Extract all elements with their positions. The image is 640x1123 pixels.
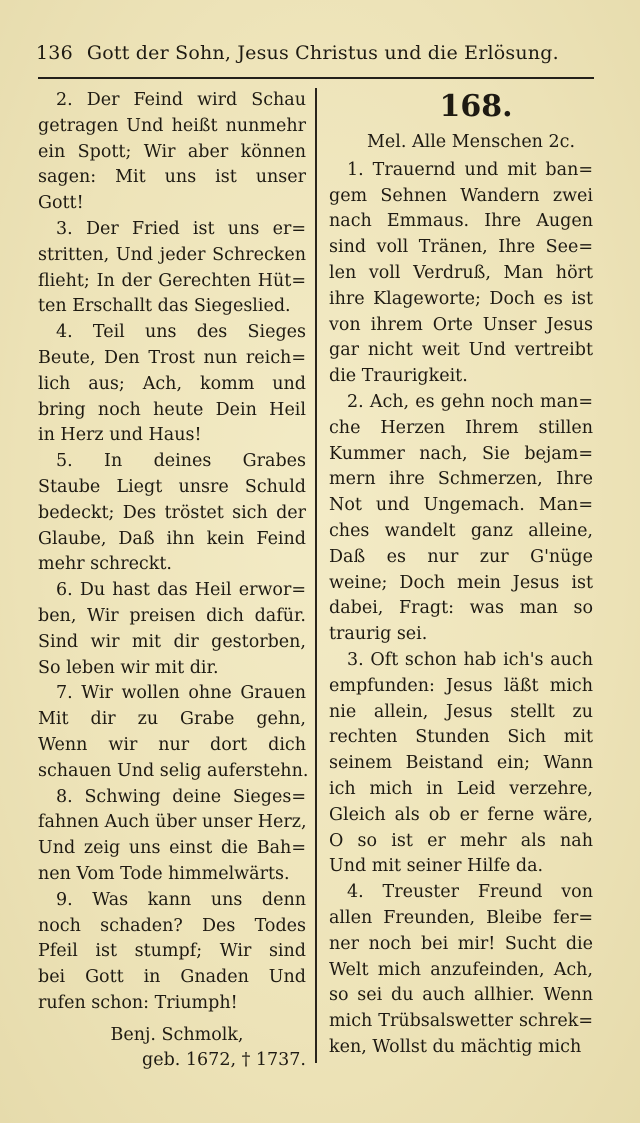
verse-line: nen Vom Tode himmelwärts.: [38, 863, 290, 884]
verse-line: mich Trübsalswetter schrek=: [329, 1011, 593, 1032]
verse-line: sind voll Tränen, Ihre See=: [329, 237, 593, 258]
verse-start-line: 1. Trauernd und mit ban=: [347, 159, 593, 180]
verse-line: gem Sehnen Wandern zwei: [329, 185, 593, 206]
verse-line: ten Erschallt das Siegeslied.: [38, 296, 291, 317]
verse-line: Und mit seiner Hilfe da.: [329, 856, 544, 877]
verse-start-line: 3. Oft schon hab ich's auch: [347, 649, 593, 670]
verse-line: weine; Doch mein Jesus ist: [329, 572, 593, 593]
verse-line: len voll Verdruß, Man hört: [329, 262, 593, 283]
verse-line: mern ihre Schmerzen, Ihre: [329, 469, 593, 490]
verse-line: Wenn wir nur dort dich: [38, 734, 306, 755]
verse-line: Mit dir zu Grabe gehn,: [38, 709, 306, 730]
verse-line: noch schaden? Des Todes: [38, 915, 306, 936]
verse-line: empfunden: Jesus läßt mich: [329, 675, 593, 696]
verse-line: traurig sei.: [329, 624, 428, 645]
verse-line: rechten Stunden Sich mit: [329, 727, 593, 748]
verse-line: dabei, Fragt: was man so: [329, 598, 593, 619]
verse-line: Gleich als ob er ferne wäre,: [329, 804, 593, 825]
verse-start-line: 7. Wir wollen ohne Grauen: [56, 683, 306, 704]
verse-line: Glaube, Daß ihn kein Feind: [38, 528, 306, 549]
running-head: [36, 42, 596, 64]
verse-line: von ihrem Orte Unser Jesus: [329, 314, 593, 335]
verse-start-line: 4. Treuster Freund von: [347, 882, 593, 903]
verse-line: gar nicht weit Und vertreibt: [329, 340, 593, 361]
verse-line: getragen Und heißt nunmehr: [38, 115, 306, 136]
verse-line: Beute, Den Trost nun reich=: [38, 347, 306, 368]
verse-line: Gott!: [38, 193, 84, 214]
hymn-number: 168.: [439, 89, 513, 124]
verse-line: ben, Wir preisen dich dafür.: [38, 605, 306, 626]
verse-start-line: 8. Schwing deine Sieges=: [56, 786, 306, 807]
verse-line: Staube Liegt unsre Schuld: [38, 476, 306, 497]
verse-start-line: 2. Der Feind wird Schau: [56, 90, 306, 110]
verse-line: seinem Beistand ein; Wann: [329, 753, 593, 774]
left-column: [38, 88, 309, 1074]
verse-line: in Herz und Haus!: [38, 425, 202, 446]
verse-line: Welt mich anzufeinden, Ach,: [329, 959, 593, 980]
verse-line: ner noch bei mir! Sucht die: [329, 933, 593, 954]
melody-line: Mel. Alle Menschen 2c.: [366, 132, 576, 152]
verse-line: Daß es nur zur G'nüge: [329, 546, 593, 567]
verse-start-line: 6. Du hast das Heil erwor=: [56, 580, 306, 601]
verse-line: ches wandelt ganz alleine,: [329, 520, 593, 541]
page-number: 136: [36, 42, 73, 64]
verse-line: allen Freunden, Bleibe fer=: [329, 907, 593, 928]
verse-line: nie allein, Jesus stellt zu: [329, 701, 593, 722]
verse-line: ein Spott; Wir aber können: [38, 141, 306, 162]
verse-line: Kummer nach, Sie bejam=: [329, 443, 593, 464]
verse-line: Not und Ungemach. Man=: [329, 495, 593, 516]
verse-start-line: 3. Der Fried ist uns er=: [56, 218, 306, 239]
verse-line: ihre Klageworte; Doch es ist: [329, 288, 593, 309]
verse-start-line: 2. Ach, es gehn noch man=: [347, 391, 593, 412]
verse-line: O so ist er mehr als nah: [329, 830, 593, 851]
running-title: Gott der Sohn, Jesus Christus und die Erlösung.: [86, 42, 559, 64]
verse-line: Sind wir mit dir gestorben,: [38, 631, 306, 652]
verse-line: bei Gott in Gnaden Und: [38, 967, 306, 988]
verse-line: schauen Und selig auferstehn.: [38, 760, 309, 781]
author-dates: geb. 1672, † 1737.: [142, 1050, 306, 1071]
verse-line: ich mich in Leid verzehre,: [329, 778, 593, 799]
verse-line: mehr schreckt.: [38, 554, 172, 575]
verse-line: flieht; In der Gerechten Hüt=: [38, 270, 306, 291]
verse-line: bedeckt; Des tröstet sich der: [38, 502, 306, 523]
column-divider: [315, 88, 317, 1063]
verse-line: stritten, Und jeder Schrecken: [38, 244, 306, 265]
verse-line: fahnen Auch über unser Herz,: [38, 812, 307, 833]
verse-line: rufen schon: Triumph!: [38, 992, 238, 1013]
verse-line: ken, Wollst du mächtig mich: [329, 1036, 582, 1057]
verse-line: So leben wir mit dir.: [38, 657, 219, 678]
author-name: Benj. Schmolk,: [110, 1024, 244, 1045]
verse-start-line: 9. Was kann uns denn: [56, 889, 306, 910]
verse-line: so sei du auch allhier. Wenn: [329, 985, 593, 1006]
verse-start-line: 5. In deines Grabes: [56, 451, 306, 472]
verse-line: Und zeig uns einst die Bah=: [38, 838, 306, 859]
verse-line: che Herzen Ihrem stillen: [329, 417, 593, 438]
verse-line: nach Emmaus. Ihre Augen: [329, 211, 593, 232]
verse-line: Pfeil ist stumpf; Wir sind: [38, 941, 306, 962]
verse-line: sagen: Mit uns ist unser: [38, 167, 306, 188]
verse-line: bring noch heute Dein Heil: [38, 399, 306, 420]
verse-start-line: 4. Teil uns des Sieges: [56, 322, 306, 343]
right-column: [329, 88, 593, 1061]
verse-line: die Traurigkeit.: [329, 366, 468, 387]
header-rule: [38, 77, 594, 79]
verse-line: lich aus; Ach, komm und: [38, 373, 306, 394]
